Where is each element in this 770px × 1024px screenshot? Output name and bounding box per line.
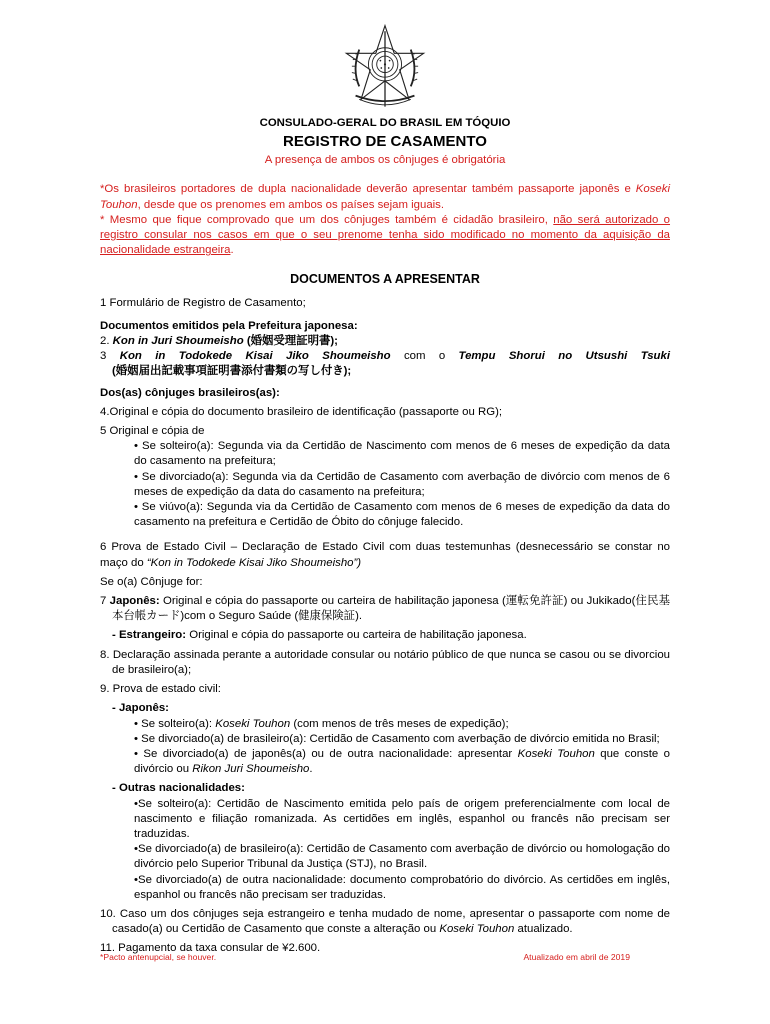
item-3-kanji: (婚姻届出記載事項証明書添付書類の写し付き); xyxy=(112,365,352,378)
item-6 xyxy=(100,540,670,570)
foreigner-text: Original e cópia do passaporte ou carteira de habilitação japonesa. xyxy=(186,629,527,642)
item-3-attach: Tempu Shorui no Utsushi Tsuki xyxy=(458,350,671,363)
other-bullet-2: Se divorciado(a) de brasileiro(a): Certidão de Casamento com averbação de divórcio ou homologação do divórcio pelo Superior Tribunal da Justiça (STJ), no Brasil. xyxy=(134,843,670,871)
item-10-text: 10. Caso um dos cônjuges seja estrangeiro e tenha mudado de nome, apresentar o passaporte com nome de casado(a) ou Certidão de Casamento que conste a alteração ou xyxy=(100,907,670,936)
item-2 xyxy=(100,334,670,349)
notice-line1-a: *Os brasileiros portadores de dupla nacionalidade deverão apresentar também passaporte japonês e xyxy=(100,183,636,196)
item-7-text: Original e cópia do passaporte ou carteira de habilitação japonesa (運転免許証) ou Jukikado(住民基本台帳カード)com o Seguro Saúde (健康保険証). xyxy=(112,595,671,623)
list-item: •Se divorciado(a) de outra nacionalidade: documento comprobatório do divórcio. As certidões em inglês, espanhol ou francês não precisam ser traduzidas. xyxy=(134,873,670,901)
jap-b2: Se divorciado(a) de brasileiro(a): Certidão de Casamento com averbação de divórcio emitida no Brasil; xyxy=(141,732,660,745)
item-4: 4.Original e cópia do documento brasileiro de identificação (passaporte ou RG); xyxy=(100,405,503,418)
brazil-coat-of-arms-icon xyxy=(339,22,431,114)
document-page xyxy=(100,22,670,957)
list-item: • Se divorciado(a) de japonês(a) ou de outra nacionalidade: apresentar Koseki Touhon que conste o divórcio ou Rikon Juri Shoumeisho. xyxy=(134,747,670,776)
item-11: 11. Pagamento da taxa consular de ¥2.600. xyxy=(100,942,321,955)
footer-note: *Pacto antenupcial, se houver. xyxy=(100,952,217,962)
jap-b3-e: . xyxy=(309,763,313,776)
japanese-heading: - Japonês: xyxy=(112,702,169,715)
list-item: • Se divorciado(a) de brasileiro(a): Certidão de Casamento com averbação de divórcio emitida no Brasil; xyxy=(134,732,660,745)
item-5-bullet-3: Se viúvo(a): Segunda via da Certidão de Casamento com menos de 6 meses de expedição da data do casamento na prefeitura e Certidão de Óbito do cônjuge falecido. xyxy=(134,501,671,529)
notice-line2-a: * Mesmo que fique comprovado que um dos cônjuges também é cidadão brasileiro, xyxy=(100,213,554,226)
other-bullet-3: Se divorciado(a) de outra nacionalidade: documento comprobatório do divórcio. As certidões em inglês, espanhol ou francês não precisam ser traduzidas. xyxy=(134,873,670,901)
item-7-number: 7 xyxy=(100,595,110,608)
item-9: 9. Prova de estado civil: xyxy=(100,683,221,696)
list-item: •Se solteiro(a): Certidão de Nascimento emitida pelo país de origem preferencialmente com local de nascimento e filiação romanizada. As certidões em inglês, espanhol ou francês não precisam ser traduzidas. xyxy=(134,797,670,840)
item-5-list xyxy=(100,439,670,530)
notice-line2-underlined: não será autorizado o registro consular nos casos em que o seu prenome tenha sido modificado no momento da aquisição da nacionalidade estrangeira xyxy=(100,213,671,257)
footer-updated: Atualizado em abril de 2019 xyxy=(523,952,630,962)
notice-line1-koseki: Koseki Touhon xyxy=(100,183,670,211)
foreigner-label: - Estrangeiro: xyxy=(112,629,187,642)
item-2-title: Kon in Juri Shoumeisho xyxy=(112,335,244,348)
prefecture-heading: Documentos emitidos pela Prefeitura japonesa: xyxy=(100,319,358,332)
list-item: • Se solteiro(a): Segunda via da Certidão de Nascimento com menos de 6 meses de expedição da data do casamento na prefeitura; xyxy=(134,440,670,468)
list-item: •Se divorciado(a) de brasileiro(a): Certidão de Casamento com averbação de divórcio ou homologação do divórcio pelo Superior Tribunal da Justiça (STJ), no Brasil. xyxy=(134,843,670,871)
jap-b3-c: que conste o divórcio ou xyxy=(134,747,670,776)
item-8: 8. Declaração assinada perante a autoridade consular ou notário público de que nunca se casou ou se divorciou de brasileiro(a); xyxy=(100,648,670,676)
item-5-bullet-2: Se divorciado(a): Segunda via da Certidão de Casamento com averbação de divórcio com menos de 6 meses de expedição da data do casamento na prefeitura; xyxy=(134,470,670,498)
documents-heading: DOCUMENTOS A APRESENTAR xyxy=(290,272,480,287)
item-3-title: Kon in Todokede Kisai Jiko Shoumeisho xyxy=(119,350,391,363)
consulate-name: CONSULADO-GERAL DO BRASIL EM TÓQUIO xyxy=(259,117,511,129)
item-10-end: atualizado. xyxy=(514,923,573,936)
brazilian-spouses-heading: Dos(as) cônjuges brasileiros(as): xyxy=(100,386,280,399)
item-3-number: 3 xyxy=(100,350,120,363)
item-2-kanji: (婚姻受理証明書); xyxy=(243,335,338,348)
item-10 xyxy=(100,907,670,937)
jap-b1-a: Se solteiro(a): xyxy=(141,717,216,730)
notice-line2-c: . xyxy=(230,244,234,257)
other-bullet-1: Se solteiro(a): Certidão de Nascimento emitida pelo país de origem preferencialmente com local de nascimento e filiação romanizada. As certidões em inglês, espanhol ou francês não precisam ser traduzidas. xyxy=(134,797,670,840)
notice-line1-c: , desde que os prenomes em ambos os países sejam iguais. xyxy=(137,198,445,211)
dual-nationality-notice xyxy=(100,182,670,258)
item-7-foreigner xyxy=(100,628,670,643)
item-6-text: 6 Prova de Estado Civil – Declaração de Estado Civil com duas testemunhas (desnecessário se constar no maço do xyxy=(100,541,670,569)
jap-b1-c: (com menos de três meses de expedição); xyxy=(290,717,509,730)
item-6-italic: “Kon in Todokede Kisai Jiko Shoumeisho”) xyxy=(146,556,362,569)
jap-b3-rikon: Rikon Juri Shoumeisho xyxy=(192,763,310,776)
item-1: 1 Formulário de Registro de Casamento; xyxy=(100,296,306,309)
item-3 xyxy=(100,349,670,364)
list-item: • Se solteiro(a): Koseki Touhon (com menos de três meses de expedição); xyxy=(134,717,509,730)
spouse-intro: Se o(a) Cônjuge for: xyxy=(100,575,203,588)
item-3-conj: com o xyxy=(390,350,459,363)
item-5-bullet-1: Se solteiro(a): Segunda via da Certidão de Nascimento com menos de 6 meses de expedição da data do casamento na prefeitura; xyxy=(134,440,670,468)
item-5: 5 Original e cópia de xyxy=(100,425,205,438)
list-item: • Se viúvo(a): Segunda via da Certidão de Casamento com menos de 6 meses de expedição da data do casamento na prefeitura e Certidão de Óbito do cônjuge falecido. xyxy=(134,501,671,529)
jap-b3-a: Se divorciado(a) de japonês(a) ou de outra nacionalidade: apresentar xyxy=(143,747,518,760)
item-7-label: Japonês: xyxy=(109,595,160,608)
japanese-list xyxy=(100,717,670,778)
item-2-number: 2. xyxy=(100,335,113,348)
item-10-koseki: Koseki Touhon xyxy=(439,923,515,936)
jap-b3-koseki: Koseki Touhon xyxy=(517,747,595,760)
list-item: • Se divorciado(a): Segunda via da Certidão de Casamento com averbação de divórcio com menos de 6 meses de expedição da data do casamento na prefeitura; xyxy=(134,470,670,498)
item-7 xyxy=(100,594,670,624)
page-title: REGISTRO DE CASAMENTO xyxy=(283,133,487,151)
page-subtitle: A presença de ambos os cônjuges é obrigatória xyxy=(264,154,506,167)
jap-b1-koseki: Koseki Touhon xyxy=(215,717,291,730)
other-nationalities-list xyxy=(100,797,670,903)
other-nationalities-heading: - Outras nacionalidades: xyxy=(112,782,245,795)
